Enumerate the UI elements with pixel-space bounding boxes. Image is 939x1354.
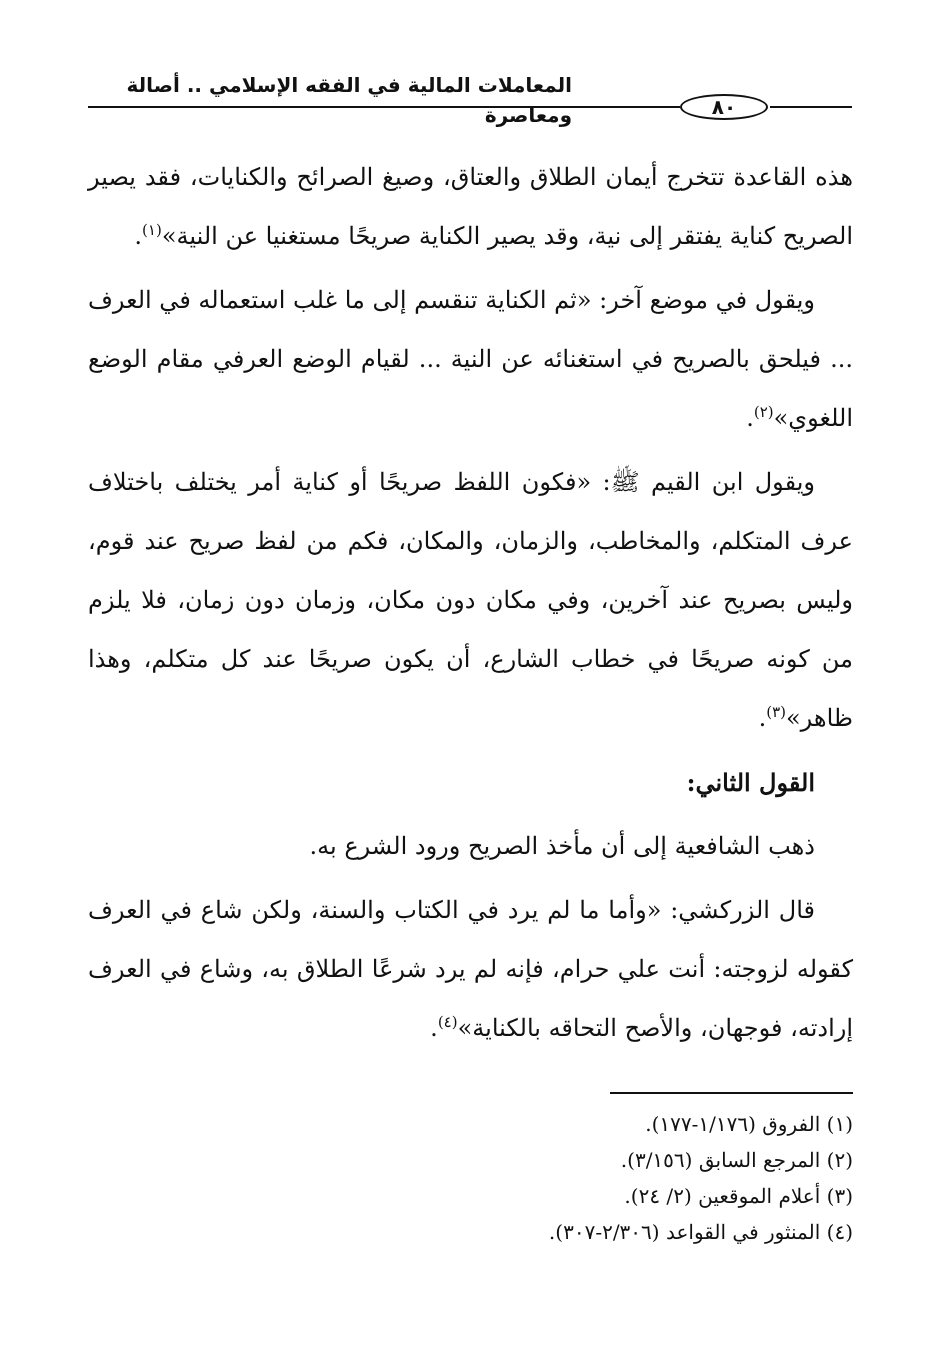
paragraph-end: . (758, 704, 767, 732)
paragraph-text: هذه القاعدة تتخرج أيمان الطلاق والعتاق، وصيغ الصرائح والكنايات، فقد يصير الصريح كناية يفتقر إلى نية، وقد يصير الكناية صريحًا مستغنيا عن النية» (88, 163, 853, 250)
footnote-item: (٤) المنثور في القواعد (٢/٣٠٦-٣٠٧). (548, 1220, 853, 1244)
footnote-marker: (١) (142, 221, 162, 239)
footnote-marker: (٢) (753, 403, 774, 421)
section-heading: القول الثاني: (686, 768, 815, 797)
header-rule-right (770, 106, 852, 108)
footnote-item: (١) الفروق (١/١٧٦-١٧٧). (645, 1112, 853, 1136)
paragraph-3 (88, 453, 853, 748)
paragraph-2 (88, 271, 853, 448)
paragraph-5 (88, 881, 853, 1058)
paragraph-text: ويقول ابن القيم ﷺ: «فكون اللفظ صريحًا أو كناية أمر يختلف باختلاف عرف المتكلم، والمخاطب، والزمان، والمكان، فكم من لفظ صريح عند قوم، وليس بصريح عند آخرين، وفي مكان دون مكان، وزمان دون زمان، فلا يلزم من كونه صريحًا في خطاب الشارع، أن يكون صريحًا عند كل متكلم، وهذا ظاهر» (88, 468, 853, 732)
paragraph-4 (88, 817, 853, 876)
main-text (88, 148, 853, 1063)
paragraph-text: ويقول في موضع آخر: «ثم الكناية تنقسم إلى ما غلب استعماله في العرف ... فيلحق بالصريح في استغنائه عن النية ... لقيام الوضع العرفي مقام الوضع اللغوي» (88, 286, 853, 432)
page-number: ٨٠ (680, 94, 768, 120)
paragraph-text: قال الزركشي: «وأما ما لم يرد في الكتاب والسنة، ولكن شاع في العرف كقوله لزوجته: أنت علي حرام، فإنه لم يرد شرعًا الطلاق به، وشاع في العرف إرادته، فوجهان، والأصح التحاقه بالكناية» (88, 896, 853, 1042)
header-rule-left (88, 106, 680, 108)
footnotes (88, 1106, 853, 1250)
paragraph-end: . (430, 1014, 438, 1042)
running-title: المعاملات المالية في الفقه الإسلامي .. أصالة ومعاصرة (126, 73, 572, 127)
footnote-item: (٢) المرجع السابق (٣/١٥٦). (620, 1148, 853, 1172)
footnote-separator (610, 1092, 853, 1094)
footnote-marker: (٣) (766, 703, 786, 721)
paragraph-end: . (134, 222, 143, 250)
footnote-marker: (٤) (437, 1013, 458, 1031)
paragraph-end: . (746, 404, 754, 432)
paragraph-1 (88, 148, 853, 266)
paragraph-text: ذهب الشافعية إلى أن مأخذ الصريح ورود الشرع به. (309, 832, 815, 860)
footnote-item: (٣) أعلام الموقعين (٢/ ٢٤). (624, 1184, 853, 1208)
